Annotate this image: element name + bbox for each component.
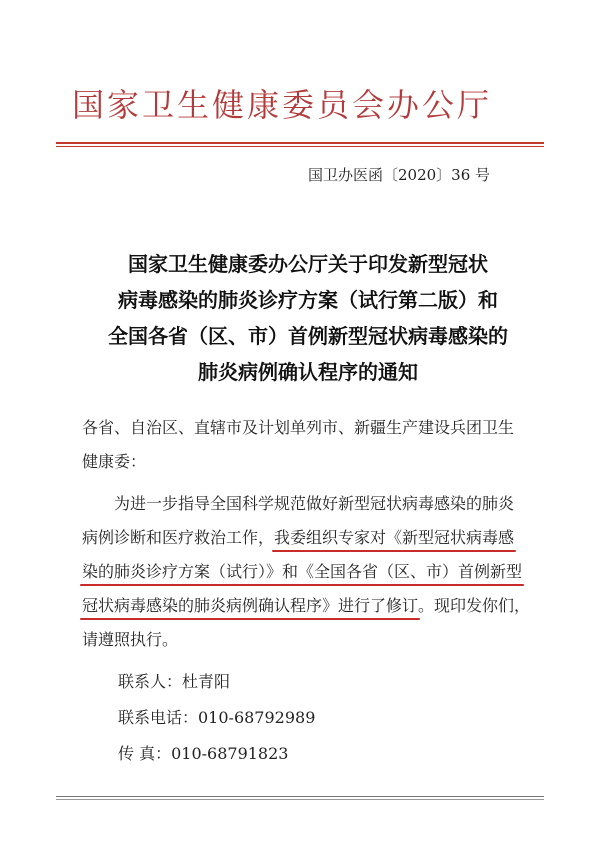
footer-rule <box>56 796 544 797</box>
underlined-text: 冠状病毒感染的肺炎病例确认程序》进行了修订 <box>82 596 419 615</box>
paragraph-line <box>82 593 530 616</box>
footer-rule <box>56 799 544 800</box>
addressee-line: 各省、自治区、直辖市及计划单列市、新疆生产建设兵团卫生 <box>82 418 515 437</box>
paragraph-text: 。现印发你们， <box>418 596 531 615</box>
paragraph-line <box>82 525 514 548</box>
paragraph-line: 为进一步指导全国科学规范做好新型冠状病毒感染的肺炎 <box>114 494 515 513</box>
document-number: 国卫办医函〔2020〕36 号 <box>308 166 491 184</box>
title-line: 病毒感染的肺炎诊疗方案（试行第二版）和 <box>118 288 498 312</box>
paragraph-line: 请遵照执行。 <box>82 630 179 649</box>
underlined-text: 我委组织专家对《新型冠状病毒感 <box>274 528 515 547</box>
paragraph-text: 病例诊断和医疗救治工作， <box>82 528 275 547</box>
header-rule-thick <box>56 142 544 144</box>
header-rule-thin <box>56 146 544 147</box>
underlined-text: 染的肺炎诊疗方案（试行）》和《全国各省（区、市）首例新型 <box>82 562 523 581</box>
title-line: 全国各省（区、市）首例新型冠状病毒感染的 <box>108 324 508 348</box>
addressee-line: 健康委： <box>82 452 147 471</box>
agency-header: 国家卫生健康委员会办公厅 <box>72 86 493 124</box>
title-line: 肺炎病例确认程序的通知 <box>198 360 418 384</box>
document-title <box>80 246 536 390</box>
paragraph-line <box>82 559 522 582</box>
title-line: 国家卫生健康委办公厅关于印发新型冠状 <box>128 252 488 276</box>
contact-phone: 联系电话：010-68792989 <box>118 708 316 727</box>
contact-person: 联系人：杜青阳 <box>118 672 231 691</box>
contact-fax: 传 真：010-68791823 <box>118 744 289 763</box>
